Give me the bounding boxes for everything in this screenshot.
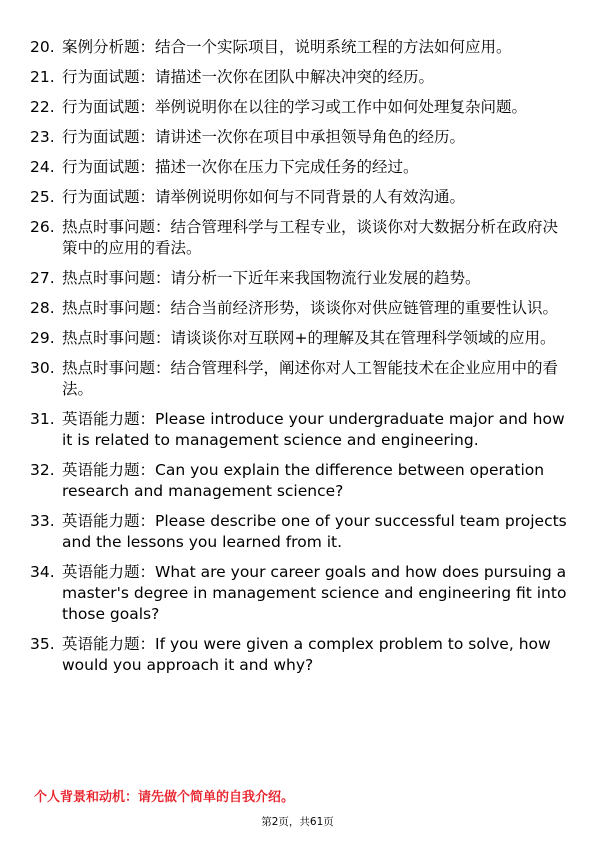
question-number: 24. — [30, 158, 55, 176]
question-item — [30, 511, 570, 553]
question-item — [30, 127, 570, 148]
question-item — [30, 562, 570, 625]
question-number: 26. — [30, 218, 55, 236]
question-item — [30, 217, 570, 259]
question-item — [30, 298, 570, 319]
question-item — [30, 37, 570, 58]
question-text: 热点时事问题：结合管理科学与工程专业，谈谈你对大数据分析在政府决策中的应用的看法。 — [62, 218, 559, 257]
question-number: 27. — [30, 269, 55, 287]
question-text: 热点时事问题：结合当前经济形势，谈谈你对供应链管理的重要性认识。 — [62, 299, 559, 317]
question-list — [30, 37, 570, 685]
question-number: 35. — [30, 635, 55, 653]
question-number: 29. — [30, 329, 55, 347]
question-text: 案例分析题：结合一个实际项目，说明系统工程的方法如何应用。 — [62, 38, 512, 56]
question-number: 22. — [30, 98, 55, 116]
question-text: 英语能力题：If you were given a complex problem to solve, how would you approach it and why? — [62, 635, 551, 674]
question-number: 34. — [30, 563, 55, 581]
question-text: 英语能力题：Can you explain the difference between operation research and management science? — [62, 461, 545, 500]
page-number-footer: 第2页，共61页 — [261, 816, 334, 828]
question-number: 23. — [30, 128, 55, 146]
question-item — [30, 634, 570, 676]
section-heading: 个人背景和动机：请先做个简单的自我介绍。 — [34, 790, 295, 805]
question-item — [30, 358, 570, 400]
question-text: 热点时事问题：结合管理科学，阐述你对人工智能技术在企业应用中的看法。 — [62, 359, 559, 398]
question-text: 英语能力题：Please describe one of your successful team projects and the lessons you learned from it. — [62, 512, 567, 551]
question-number: 21. — [30, 68, 55, 86]
question-number: 33. — [30, 512, 55, 530]
question-item — [30, 97, 570, 118]
question-number: 28. — [30, 299, 55, 317]
question-text: 行为面试题：举例说明你在以往的学习或工作中如何处理复杂问题。 — [62, 98, 528, 116]
question-number: 32. — [30, 461, 55, 479]
question-item — [30, 409, 570, 451]
question-number: 31. — [30, 410, 55, 428]
question-item — [30, 268, 570, 289]
question-text: 行为面试题：请描述一次你在团队中解决冲突的经历。 — [62, 68, 435, 86]
question-item — [30, 157, 570, 178]
question-number: 30. — [30, 359, 55, 377]
question-number: 25. — [30, 188, 55, 206]
question-number: 20. — [30, 38, 55, 56]
question-text: 行为面试题：描述一次你在压力下完成任务的经过。 — [62, 158, 419, 176]
question-text: 英语能力题：What are your career goals and how does pursuing a master's degree in management science and engineering fit into those goals? — [62, 563, 567, 623]
question-text: 热点时事问题：请谈谈你对互联网+的理解及其在管理科学领域的应用。 — [62, 329, 556, 347]
question-item — [30, 328, 570, 349]
question-item — [30, 187, 570, 208]
question-text: 行为面试题：请讲述一次你在项目中承担领导角色的经历。 — [62, 128, 466, 146]
question-text: 英语能力题：Please introduce your undergraduate major and how it is related to management science and engineering. — [62, 410, 565, 449]
question-item — [30, 67, 570, 88]
question-item — [30, 460, 570, 502]
question-text: 行为面试题：请举例说明你如何与不同背景的人有效沟通。 — [62, 188, 466, 206]
question-text: 热点时事问题：请分析一下近年来我国物流行业发展的趋势。 — [62, 269, 481, 287]
